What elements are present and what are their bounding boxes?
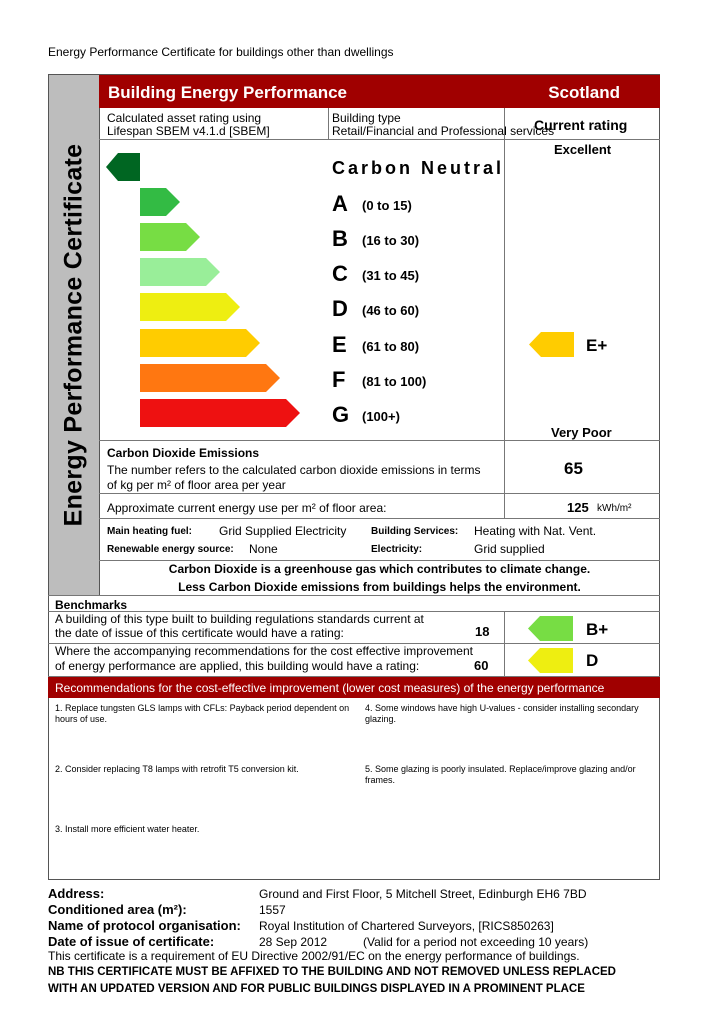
- very-poor-label: Very Poor: [551, 425, 612, 440]
- current-rating-value: E+: [586, 336, 608, 355]
- band-g-range: (100+): [362, 409, 400, 424]
- recommendation-1: 1. Replace tungsten GLS lamps with CFLs: Payback period dependent on hours of use.: [55, 703, 350, 724]
- divider: [48, 595, 660, 596]
- band-e-letter: E: [332, 332, 347, 357]
- side-title: Energy Performance Certificate: [59, 143, 88, 527]
- benchmark2-pointer: [528, 648, 573, 673]
- benchmark1-line2: the date of issue of this certificate would have a rating:: [55, 626, 344, 640]
- heating-fuel-label: Main heating fuel:: [107, 526, 192, 537]
- renewable-label: Renewable energy source:: [107, 544, 234, 555]
- benchmarks-title: Benchmarks: [55, 598, 128, 612]
- header-bar: [99, 75, 660, 108]
- benchmark1-value: 18: [475, 624, 490, 639]
- divider: [99, 440, 660, 441]
- nb-line2: WITH AN UPDATED VERSION AND FOR PUBLIC BUILDINGS DISPLAYED IN A PROMINENT PLACE: [48, 983, 585, 995]
- recommendation-4: 4. Some windows have high U-values - consider installing secondary glazing.: [365, 703, 639, 724]
- co2-value: 65: [564, 459, 583, 478]
- area-label: Conditioned area (m²):: [48, 902, 187, 917]
- top-caption: Energy Performance Certificate for buildings other than dwellings: [48, 45, 394, 59]
- address-value: Ground and First Floor, 5 Mitchell Street, Edinburgh EH6 7BD: [259, 887, 587, 901]
- divider: [504, 108, 505, 518]
- renewable-value: None: [249, 542, 278, 556]
- validity-note: (Valid for a period not exceeding 10 years): [363, 935, 589, 949]
- recommendation-2: 2. Consider replacing T8 lamps with retrofit T5 conversion kit.: [55, 764, 299, 774]
- electricity-value: Grid supplied: [474, 542, 545, 556]
- calc-method: Lifespan SBEM v4.1.d [SBEM]: [107, 124, 270, 138]
- building-type-label: Building type: [332, 111, 401, 125]
- benchmark1-pointer: [528, 616, 573, 641]
- excellent-label: Excellent: [554, 142, 612, 157]
- directive-note: This certificate is a requirement of EU Directive 2002/91/EC on the energy performance of buildings.: [48, 949, 580, 963]
- building-services-label: Building Services:: [371, 526, 459, 537]
- address-label: Address:: [48, 886, 105, 901]
- notice-line1: Carbon Dioxide is a greenhouse gas which contributes to climate change.: [168, 562, 591, 576]
- band-f-letter: F: [332, 367, 346, 392]
- recommendation-5: 5. Some glazing is poorly insulated. Replace/improve glazing and/or frames.: [365, 764, 636, 785]
- energy-use-unit: kWh/m²: [597, 503, 632, 514]
- band-a-letter: A: [332, 191, 348, 216]
- building-services-value: Heating with Nat. Vent.: [474, 524, 597, 538]
- band-c-arrow: [140, 258, 220, 286]
- side-panel: [49, 75, 100, 595]
- band-b-range: (16 to 30): [362, 233, 420, 248]
- recommendations-bar: [48, 677, 660, 698]
- band-a-range: (0 to 15): [362, 198, 412, 213]
- band-e-range: (61 to 80): [362, 339, 420, 354]
- benchmark1-line1: A building of this type built to building regulations standards current at: [55, 612, 424, 626]
- current-rating-pointer: [529, 332, 574, 357]
- benchmark2-value: 60: [474, 658, 489, 673]
- band-c-letter: C: [332, 261, 348, 286]
- issue-date-value: 28 Sep 2012: [259, 935, 328, 949]
- divider: [99, 560, 660, 561]
- band-g-arrow: [140, 399, 300, 427]
- band-e-arrow: [140, 329, 260, 357]
- band-d-letter: D: [332, 296, 348, 321]
- band-f-arrow: [140, 364, 280, 392]
- building-type-value: Retail/Financial and Professional services: [332, 124, 555, 138]
- co2-desc-line1: The number refers to the calculated carbon dioxide emissions in terms: [107, 463, 481, 477]
- electricity-label: Electricity:: [371, 544, 423, 555]
- carbon-neutral-arrow: [106, 153, 140, 181]
- band-b-letter: B: [332, 226, 348, 251]
- notice-line2: Less Carbon Dioxide emissions from buildings helps the environment.: [178, 580, 581, 594]
- divider: [328, 108, 329, 139]
- energy-use-value: 125: [567, 500, 589, 515]
- co2-desc-line2: of kg per m² of floor area per year: [107, 478, 286, 492]
- heating-fuel-value: Grid Supplied Electricity: [219, 524, 347, 538]
- band-c-range: (31 to 45): [362, 268, 420, 283]
- header-region: Scotland: [548, 83, 620, 102]
- co2-title: Carbon Dioxide Emissions: [107, 446, 260, 460]
- divider: [99, 493, 660, 494]
- recommendations-title: Recommendations for the cost-effective improvement (lower cost measures) of the energy performance: [55, 681, 605, 695]
- area-value: 1557: [259, 903, 286, 917]
- header-title: Building Energy Performance: [108, 83, 347, 102]
- protocol-org-label: Name of protocol organisation:: [48, 918, 241, 933]
- benchmark2-rating: D: [586, 651, 599, 670]
- band-d-arrow: [140, 293, 240, 321]
- band-f-range: (81 to 100): [362, 374, 427, 389]
- current-rating-label: Current rating: [534, 117, 628, 133]
- carbon-neutral-label: Carbon Neutral: [332, 158, 505, 178]
- benchmark2-line2: of energy performance are applied, this building would have a rating:: [55, 659, 420, 673]
- energy-use-label: Approximate current energy use per m² of floor area:: [107, 501, 387, 515]
- recommendation-3: 3. Install more efficient water heater.: [55, 824, 200, 834]
- calc-label: Calculated asset rating using: [107, 111, 262, 125]
- protocol-org-value: Royal Institution of Chartered Surveyors, [RICS850263]: [259, 919, 554, 933]
- issue-date-label: Date of issue of certificate:: [48, 934, 215, 949]
- benchmark2-line1: Where the accompanying recommendations for the cost effective improvement: [55, 644, 473, 658]
- divider: [504, 611, 505, 676]
- band-b-arrow: [140, 223, 200, 251]
- nb-line1: NB THIS CERTIFICATE MUST BE AFFIXED TO THE BUILDING AND NOT REMOVED UNLESS REPLACED: [48, 966, 616, 978]
- band-g-letter: G: [332, 402, 350, 427]
- divider: [99, 518, 660, 519]
- divider: [99, 139, 660, 140]
- benchmark1-rating: B+: [586, 620, 609, 639]
- band-a-arrow: [140, 188, 180, 216]
- band-d-range: (46 to 60): [362, 303, 420, 318]
